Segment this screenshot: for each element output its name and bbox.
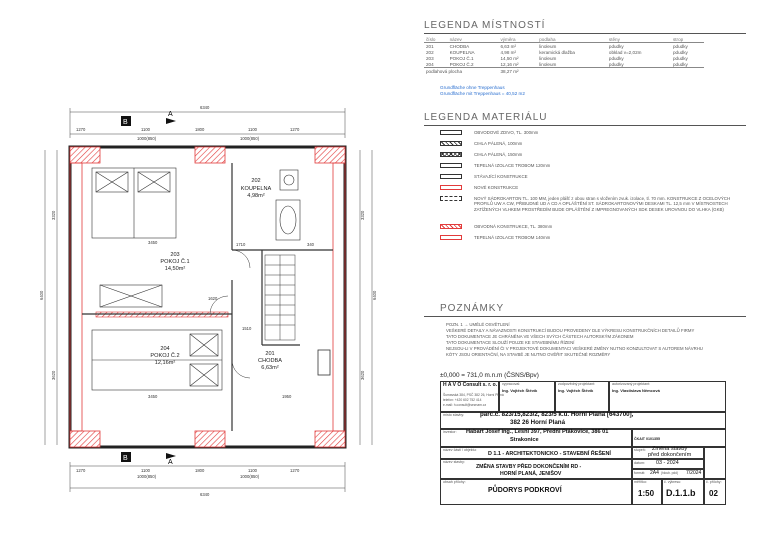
material-item: STÁVAJÍCÍ KONSTRUKCE [440,174,528,179]
swatch-solid-icon [440,130,462,135]
notes-title: POZNÁMKY [440,303,505,314]
vykres-value: PŮDORYS PODKROVÍ [488,487,562,494]
lokalita-label: místo stavby: [443,413,465,417]
top-dimensions [70,108,345,138]
plan-label: 1270 [290,468,300,473]
format-label: formát: [634,471,646,475]
dim-top-4: 1100 [248,127,258,132]
stavba-line-1: ZMĚNA STAVBY PŘED DOKONČENÍM RD - [476,464,582,470]
plan-label: 1100 [141,468,151,473]
format-sub: (hloub. pdd) [661,471,679,475]
vykres-label: obsah přílohy: [443,480,466,484]
company-address: Šumavská 384, PSČ 382 26, Horní Planá [443,393,504,397]
plan-label: 1270 [76,468,86,473]
ckait-number: ČKAIT 0101355 [634,437,660,441]
plan-label: B [123,455,128,462]
swatch-red-icon [440,235,462,240]
material-item: CIHLA PÁLENÁ, 100mm [440,141,522,146]
swatch-red-icon [440,185,462,190]
zodpovedny-label: zodpovědný projektant: [558,382,596,386]
table-row-total: podlahová plocha 38,27 m² [426,68,519,74]
plan-label: A [168,459,173,466]
plan-label: POKOJ Č.2 [150,353,180,359]
bathroom-fixtures [276,170,300,240]
table-row: 201 CHODBA 6,63 m² linoleum pdudky pdudky [426,43,688,49]
right-dim-1: 3320 [360,210,365,220]
elevation-reference: ±0,000 = 731,0 m.n.m (ČSNS/Bpv) [440,372,539,379]
swatch-cross-icon [440,152,462,157]
material-item: TEPELNÁ IZOLACE TROBOM 120mm [440,163,550,168]
material-item: NOVÝ SÁDROKARTON TL. 100 MM, jeden plášť z obou stran s vložením zvuk. izolace, tl. 70 mm. KONSTRUKCE Z OCELOVÝCH PROFILŮ UW A CW, PŘIBUDNÉ UD A CD A OPLÁŠTĚNÍ ST. SÁDROKARTONOVÝMI DESKAMI TL. 12,5 mm V MÍSTNOSTECH ZATÍŽENÝCH VLHKEM PROSTŘEDÍM BUDE OPLÁŠTĚNÍ Z IMPREGNOVANÝCH SDK DESEK UROVNOU DO VLHKA (GKB) [440,196,740,212]
list-value: 02 [709,489,718,498]
stavba-label: název stavby: [443,460,465,464]
plan-label: 1620 [208,296,218,301]
material-item: OBVODNÁ KONSTRUKCE, TL. 380mm [440,224,552,229]
investor-line-1: Habart Josef Ing., Lesní 397, Přední Ptákovice, 386 01 [466,429,609,435]
investor-line-2: Strakonice [510,437,539,443]
autorizoval-label: autorizovaný projektant: [612,382,651,386]
dim-top-3: 1800 [195,127,205,132]
room-label-204 [150,346,179,366]
note-item: POZN. 1 → UMĚLÉ OSVĚTLENÍ [446,322,510,327]
stupen-line-1: Změna stavby [652,446,688,452]
plan-label: 1950 [282,394,292,399]
room-legend-table: číslo název výměra podlaha stěny strop 201 CHODBA 6,63 m² linoleum pdudky pdudky 202 KOUPELNA 4,98 m² keramická dlažba obklad v=2,02m pdudky 203 POKOJ Č.1 14,50 m² linoleum pdudky pdudky 204 POKOJ Č.2 12,16 m² linoleum pdudky pdudky podlahová plocha 38,27 m² [424,36,704,74]
autorizoval-value: Ing. Vlastislava Němcová [612,388,660,393]
bottom-dim-parts [76,468,300,479]
company-email: e-mail: h.consult@seznam.cz [443,403,487,407]
swatch-hatch-icon [440,141,462,146]
lokalita-line-2: 382 26 Horní Planá [510,419,566,426]
room-label-201 [258,351,282,371]
cislo-vykresu-value: D.1.1.b [666,488,696,498]
divider [424,316,746,317]
plan-label: 4,98m² [247,193,265,199]
staircase [265,255,295,340]
company-name: H A V O Consult s. r. o. [443,382,498,388]
list-label: č. přílohy: [706,480,722,484]
divider [424,33,746,34]
note-item: VEŠKERÉ DETAILY A NÁVAZNOSTI KONSTRUKCÍ BUDOU PROVEDENY DLE VÝKRESU KONSTRUKČNÍCH DETAILŮ FIRMY [446,328,695,333]
plan-label: 1000(850) [240,474,260,479]
section-mark-bottom-a [166,453,176,466]
right-dim-2: 3620 [360,370,365,380]
dim-top-2: 1100 [141,127,151,132]
left-dim-2: 3620 [51,370,56,380]
plan-label: 6,63m² [261,365,279,371]
table-row: 202 KOUPELNA 4,98 m² keramická dlažba obklad v=2,02m pdudky [426,49,688,55]
vypracoval-value: Ing. Vojtěch Štěvík [502,388,538,393]
plan-label: 14,50m² [164,266,186,272]
section-mark-top-a [166,111,176,124]
swatch-red-hatch-icon [440,224,462,229]
section-mark-bottom-b [121,452,131,462]
plan-label: B [123,119,128,126]
legend-materials-title: LEGENDA MATERIÁLU [424,112,548,123]
room-label-202 [241,178,272,199]
dim-top-1: 1270 [76,127,86,132]
dim-top-sub-2: 1000(850) [240,136,260,141]
swatch-plain-icon [440,163,462,168]
dim-top-sub-1: 1000(850) [137,136,157,141]
datum-value: 03 - 2024 [656,460,679,466]
stamp-cell [704,447,726,479]
zakazka-value: 7/2024 [686,470,702,476]
note-with-stairs: Grundfläche mit Treppenhaus = 40,52 m2 [440,91,525,96]
meritko-label: měřítko: [634,480,647,484]
material-item: OBVODOVÉ ZDIVO, TL. 300mm [440,130,538,135]
section-mark-top-b [121,116,131,126]
plan-label: POKOJ Č.1 [160,259,190,265]
dim-top-5: 1270 [290,127,300,132]
stupen-line-2: před dokončením [648,452,692,458]
plan-label: 12,16m² [154,360,176,366]
format-value: 2A4 [650,470,659,476]
legend-rooms-title: LEGENDA MÍSTNOSTÍ [424,20,546,31]
plan-label: 340 [307,242,314,247]
plan-label: 1000(850) [137,474,157,479]
plan-label: KOUPELNA [240,186,272,192]
note-item: NEJSOU-LI V PROVÁDĚNÍ ČI V PROJEKTOVÉ DOKUMENTACI VEŠKERÉ ZMĚNY NUTNO KONZULTOVAT S AUTOREM NÁVRHU [446,346,703,351]
right-total-dim: 6400 [372,290,377,300]
plan-label: 1510 [242,326,252,331]
divider [424,125,746,126]
material-item: TEPELNÁ IZOLACE TROBOM 140mm [440,235,550,240]
left-dim-1: 3320 [51,210,56,220]
note-without-stairs: Grundfläche ohne Treppenhaus [440,85,505,90]
note-item: KÓTY JSOU ORIENTAČNÍ, NA STAVBĚ JE NUTNO OVĚŘIT SKUTEČNÉ ROZMĚRY [446,352,611,357]
datum-label: datum: [634,461,645,465]
plan-label: 1800 [195,468,205,473]
plan-label: 1100 [248,468,258,473]
plan-label: A [168,111,173,118]
left-total-dim: 6400 [39,290,44,300]
plan-label: 202 [251,178,261,184]
vypracoval-label: vypracoval: [502,382,521,386]
plan-label: 201 [265,351,275,357]
stavba-line-2: HORNÍ PLANÁ, JENIŠOV [500,471,562,477]
cast-label: název části / objektu: [443,448,477,452]
bed-room-203 [92,168,176,238]
cislo-vykresu-label: č. výkresu: [664,480,682,484]
bottom-dimensions [70,462,345,492]
note-item: TATO DOKUMENTACE JE CHRÁNĚNA VE VŠECH SVÝCH ČÁSTECH AUTORSKÝM ZÁKONEM [446,334,634,339]
room-label-203 [160,252,189,272]
chimney [318,350,330,375]
company-phone: telefon: +420 602 752 414 [443,398,482,402]
plan-label: 204 [160,346,170,352]
plan-label: 203 [170,252,180,258]
cast-value: D 1.1 - ARCHITEKTONICKO - STAVEBNÍ ŘEŠENÍ [488,451,611,457]
lokalita-line-1: parc.č. 823/15,823/2, 823/5 k.ú. Horní Planá [643700], [480,411,634,418]
table-row: 204 POKOJ Č.2 12,16 m² linoleum pdudky pdudky [424,61,704,68]
material-item: CIHLA PÁLENÁ, 150mm [440,152,522,157]
zodpovedny-value: Ing. Vojtěch Štěvík [558,388,594,393]
investor-label: investor: [443,430,457,434]
swatch-plain-icon [440,174,462,179]
meritko-value: 1:50 [638,489,655,498]
stupen-label: stupeň: [634,448,646,452]
bottom-total-dim: 6340 [200,492,210,497]
plan-label: 3450 [148,240,158,245]
plan-label: 1710 [236,242,246,247]
plan-label: 3450 [148,394,158,399]
note-item: TATO DOKUMENTACE SLOUŽÍ POUZE KE STAVEBNÍMU ŘÍZENÍ [446,340,575,345]
table-row: 203 POKOJ Č.1 14,50 m² linoleum pdudky pdudky [426,55,688,61]
plan-label: CHODBA [258,358,282,364]
top-total-dim: 6340 [200,105,210,110]
material-item: NOVÉ KONSTRUKCE [440,185,518,190]
wardrobe-203 [100,285,162,307]
swatch-dashed-icon [440,196,462,201]
